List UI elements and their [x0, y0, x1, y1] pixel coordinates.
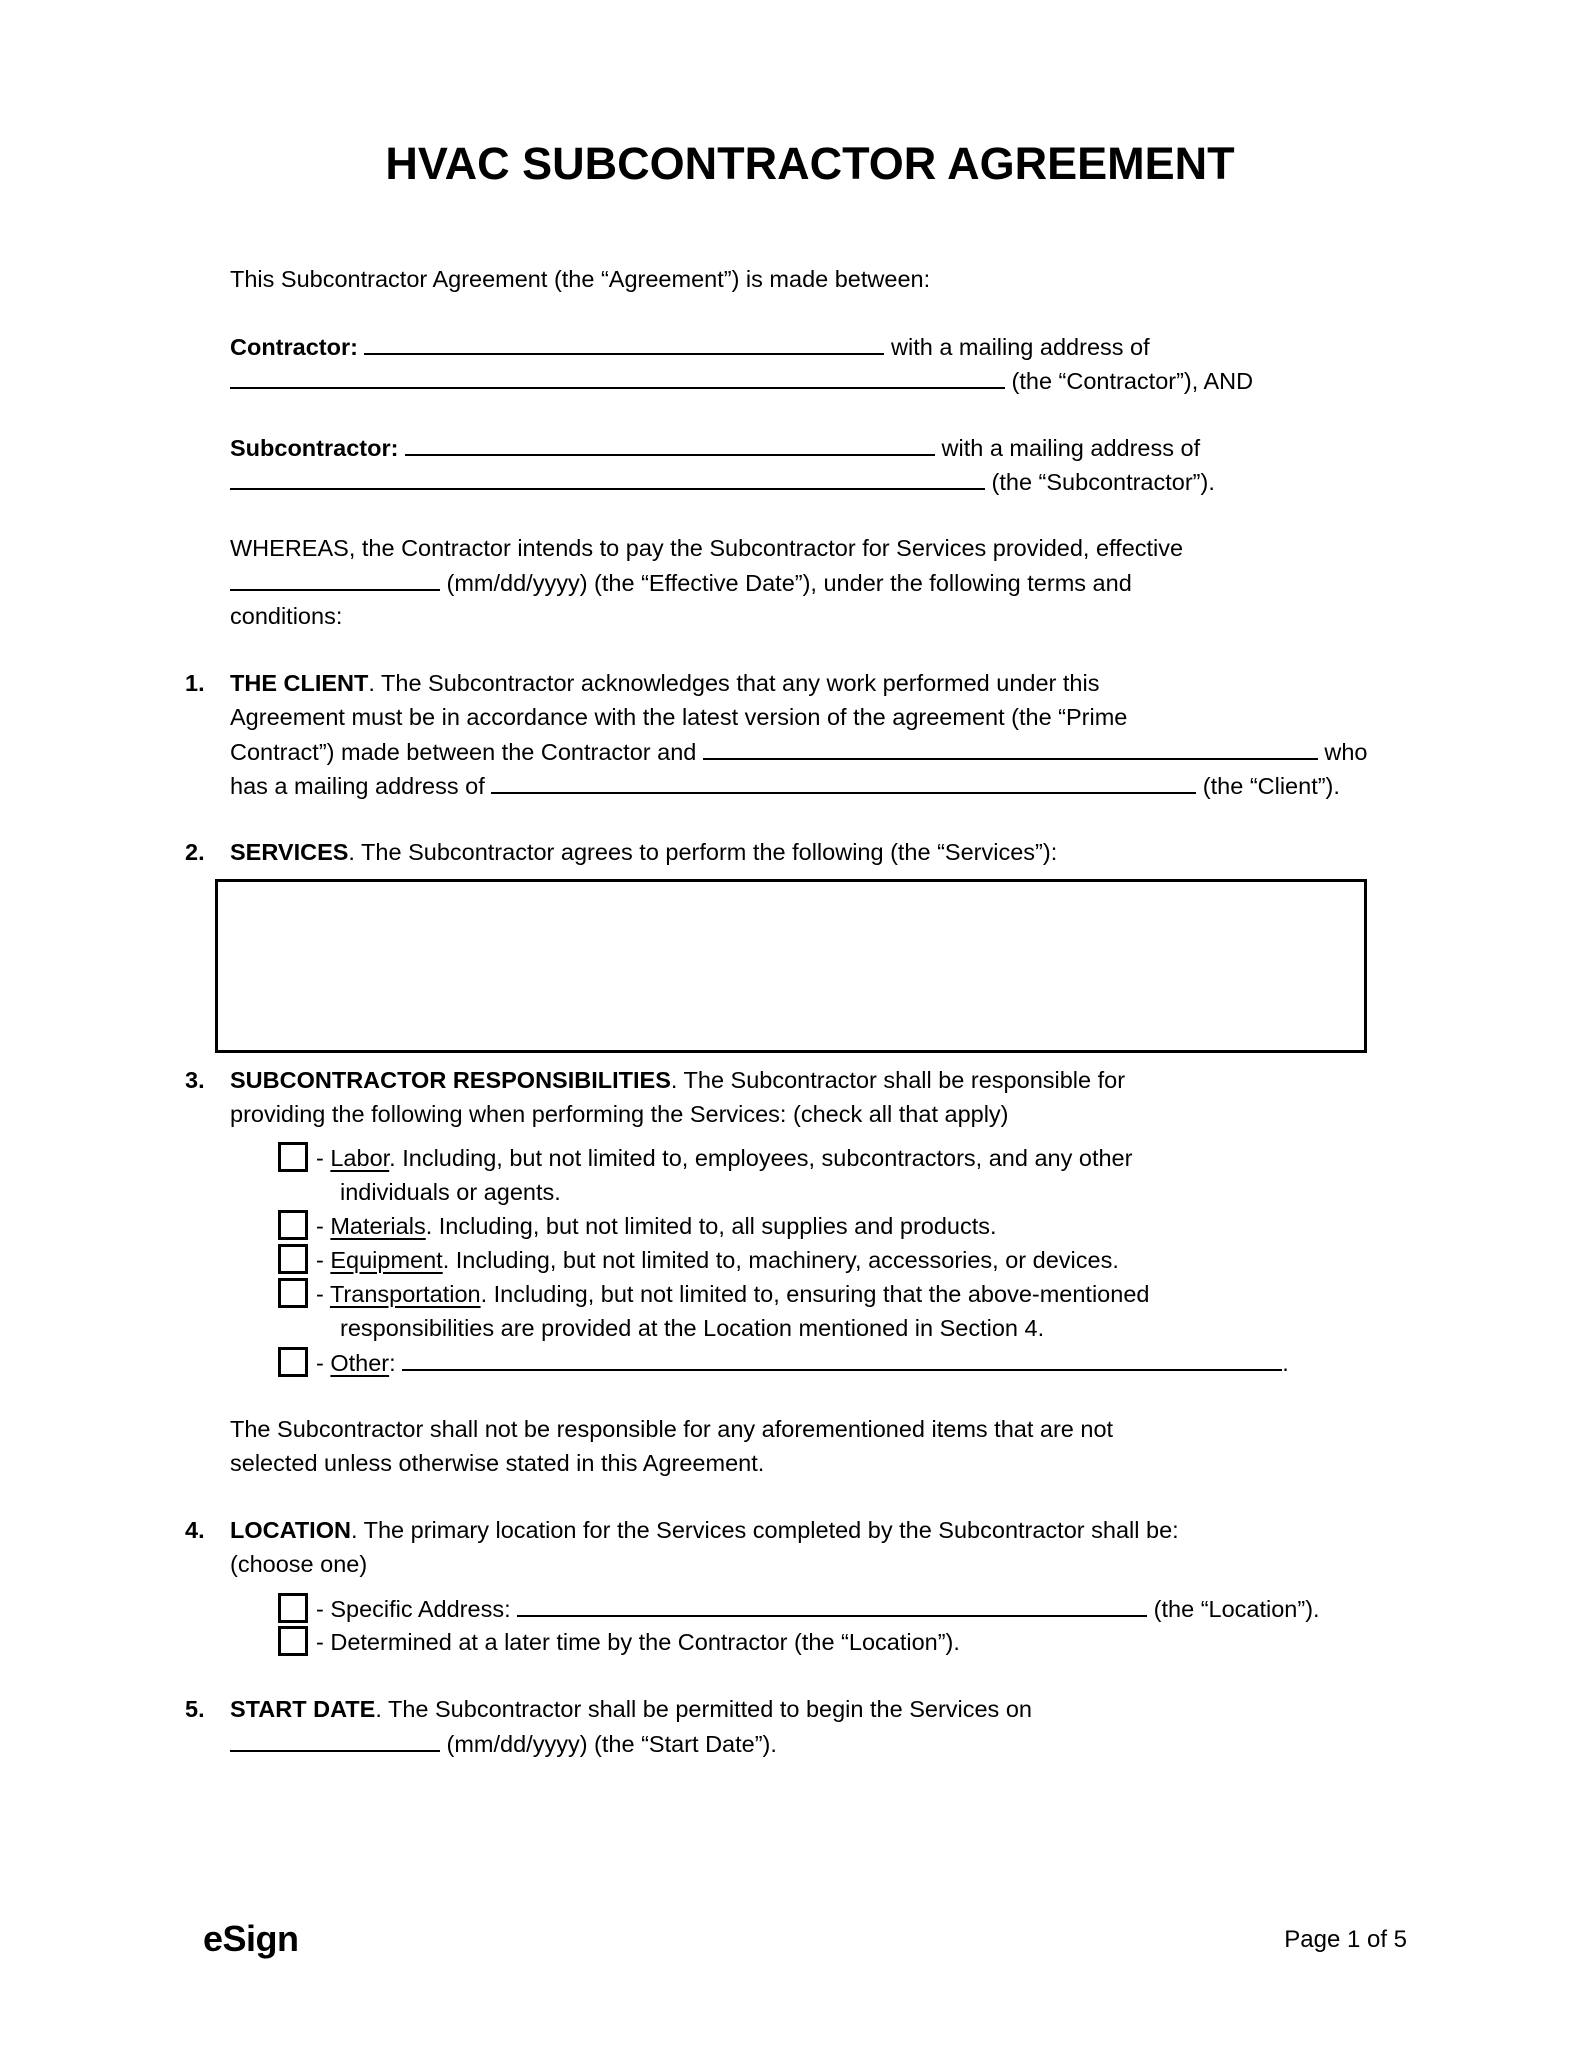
text-span: responsibilities are provided at the Location mentioned in Section 4.	[340, 1315, 1045, 1341]
text-line	[230, 329, 1390, 363]
subcontractor-address-blank[interactable]	[230, 464, 985, 490]
numbered-item	[185, 666, 1390, 802]
text-line	[230, 430, 1390, 464]
text-line	[230, 1547, 1390, 1581]
text-line	[230, 1625, 1390, 1659]
text-span: . Including, but not limited to, ensuring that the above-mentioned	[480, 1281, 1150, 1307]
item-number: 1.	[185, 670, 205, 696]
text-span: (choose one)	[230, 1551, 368, 1577]
text-line	[230, 1446, 1390, 1480]
text-line	[230, 1277, 1390, 1311]
text-span: providing the following when performing the Services: (check all that apply)	[230, 1101, 1009, 1127]
page-number: Page 1 of 5	[1284, 1926, 1407, 1953]
paragraph	[230, 329, 1390, 397]
item-number: 5.	[185, 1696, 205, 1722]
text-line	[230, 565, 1390, 599]
text-span: . Including, but not limited to, employees, subcontractors, and any other	[389, 1145, 1133, 1171]
text-span: (mm/dd/yyyy) (the “Effective Date”), under the following terms and	[440, 570, 1132, 596]
text-line	[230, 666, 1390, 700]
bold-text: SERVICES	[230, 839, 349, 865]
underlined-label: Labor	[330, 1145, 390, 1171]
text-span: Agreement must be in accordance with the latest version of the agreement (the “Prime	[230, 704, 1128, 730]
checklist	[230, 1591, 1390, 1659]
determined-later-checkbox[interactable]	[278, 1626, 308, 1656]
bold-text: SUBCONTRACTOR RESPONSIBILITIES	[230, 1067, 671, 1093]
text-span: (mm/dd/yyyy) (the “Start Date”).	[440, 1731, 777, 1757]
client-address-blank[interactable]	[491, 768, 1196, 794]
underlined-label: Other	[330, 1350, 390, 1376]
text-span: (the “Contractor”), AND	[1005, 368, 1254, 394]
text-span: (the “Client”).	[1196, 773, 1340, 799]
text-line	[230, 1412, 1390, 1446]
start-date-blank[interactable]	[230, 1726, 440, 1752]
text-line	[230, 734, 1390, 768]
text-line	[230, 768, 1390, 802]
document-title: HVAC SUBCONTRACTOR AGREEMENT	[385, 138, 1235, 189]
transportation-item	[230, 1277, 1390, 1345]
paragraph	[230, 1412, 1390, 1480]
text-span: . Including, but not limited to, machinery, accessories, or devices.	[442, 1247, 1119, 1273]
text-span: . Including, but not limited to, all supplies and products.	[425, 1213, 997, 1239]
text-span: - Determined at a later time by the Contractor (the “Location”).	[316, 1629, 960, 1655]
checklist	[230, 1141, 1390, 1379]
text-span: The Subcontractor shall not be responsible for any aforementioned items that are not	[230, 1416, 1114, 1442]
materials-item	[230, 1209, 1390, 1243]
contractor-name-blank[interactable]	[364, 329, 884, 355]
text-span: -	[316, 1247, 331, 1273]
text-span: (the “Subcontractor”).	[985, 469, 1215, 495]
other-item	[230, 1345, 1390, 1379]
text-line	[230, 1726, 1390, 1760]
labor-checkbox[interactable]	[278, 1142, 308, 1172]
item-number: 2.	[185, 839, 205, 865]
text-line	[230, 1311, 1390, 1345]
text-span: -	[316, 1350, 331, 1376]
paragraph	[230, 262, 1390, 296]
bold-text: Subcontractor:	[230, 435, 405, 461]
paragraph	[230, 531, 1390, 633]
text-line	[230, 1209, 1390, 1243]
other-blank[interactable]	[402, 1345, 1282, 1371]
text-span: -	[316, 1281, 330, 1307]
labor-item	[230, 1141, 1390, 1209]
text-span: . The Subcontractor shall be permitted to begin the Services on	[375, 1696, 1032, 1722]
document-body	[0, 190, 1583, 1760]
text-line	[230, 1513, 1390, 1547]
text-span: has a mailing address of	[230, 773, 492, 799]
text-span: . The Subcontractor acknowledges that any work performed under this	[368, 670, 1100, 696]
bold-text: THE CLIENT	[230, 670, 369, 696]
specific-address-checkbox[interactable]	[278, 1593, 308, 1623]
text-span: - Specific Address:	[316, 1596, 518, 1622]
text-span: -	[316, 1145, 331, 1171]
text-span: with a mailing address of	[934, 435, 1201, 461]
text-line	[230, 599, 1390, 633]
numbered-item	[185, 1063, 1390, 1131]
numbered-item	[185, 835, 1390, 869]
text-span: -	[316, 1213, 331, 1239]
numbered-item	[185, 1692, 1390, 1760]
text-span: . The Subcontractor shall be responsible for	[670, 1067, 1126, 1093]
bold-text: START DATE	[230, 1696, 376, 1722]
underlined-label: Transportation	[329, 1281, 481, 1307]
services-box-wrap	[230, 879, 1390, 1053]
text-line	[230, 1345, 1390, 1379]
text-line	[230, 1591, 1390, 1625]
specific-address-blank[interactable]	[517, 1591, 1147, 1617]
text-line	[230, 363, 1390, 397]
text-span: This Subcontractor Agreement (the “Agreement”) is made between:	[230, 266, 931, 292]
text-span: . The primary location for the Services completed by the Subcontractor shall be:	[350, 1517, 1179, 1543]
materials-checkbox[interactable]	[278, 1210, 308, 1240]
brand-logo: eSign	[203, 1918, 299, 1959]
text-line	[230, 464, 1390, 498]
other-checkbox[interactable]	[278, 1347, 308, 1377]
text-span: Contract”) made between the Contractor and	[230, 739, 703, 765]
text-line	[230, 1141, 1390, 1175]
text-span: with a mailing address of	[884, 334, 1150, 360]
subcontractor-name-blank[interactable]	[405, 430, 935, 456]
text-line	[230, 1692, 1390, 1726]
underlined-label: Materials	[330, 1213, 426, 1239]
effective-date-blank[interactable]	[230, 565, 440, 591]
text-span: who	[1317, 739, 1368, 765]
text-span: conditions:	[230, 603, 343, 629]
equipment-item	[230, 1243, 1390, 1277]
text-line	[230, 1243, 1390, 1277]
paragraph	[230, 430, 1390, 498]
numbered-item	[185, 1513, 1390, 1581]
services-box[interactable]	[215, 879, 1367, 1053]
item-number: 3.	[185, 1067, 205, 1093]
bold-text: Contractor:	[230, 334, 365, 360]
text-line	[230, 700, 1390, 734]
text-span: . The Subcontractor agrees to perform the following (the “Services”):	[348, 839, 1058, 865]
text-span: .	[1282, 1350, 1289, 1376]
equipment-checkbox[interactable]	[278, 1244, 308, 1274]
text-line	[230, 1063, 1390, 1097]
text-span: individuals or agents.	[340, 1179, 561, 1205]
determined-later-item	[230, 1625, 1390, 1659]
text-line	[230, 835, 1390, 869]
bold-text: LOCATION	[230, 1517, 351, 1543]
text-span: selected unless otherwise stated in this Agreement.	[230, 1450, 765, 1476]
text-line	[230, 531, 1390, 565]
text-span: :	[389, 1350, 403, 1376]
transportation-checkbox[interactable]	[278, 1278, 308, 1308]
item-number: 4.	[185, 1517, 205, 1543]
text-span: WHEREAS, the Contractor intends to pay the Subcontractor for Services provided, effective	[230, 535, 1184, 561]
text-line	[230, 1097, 1390, 1131]
contractor-address-blank[interactable]	[230, 363, 1005, 389]
text-span: (the “Location”).	[1147, 1596, 1320, 1622]
underlined-label: Equipment	[330, 1247, 443, 1273]
specific-address-item	[230, 1591, 1390, 1625]
text-line	[230, 1175, 1390, 1209]
document-header	[0, 0, 1583, 190]
client-name-blank[interactable]	[703, 734, 1318, 760]
text-line	[230, 262, 1390, 296]
